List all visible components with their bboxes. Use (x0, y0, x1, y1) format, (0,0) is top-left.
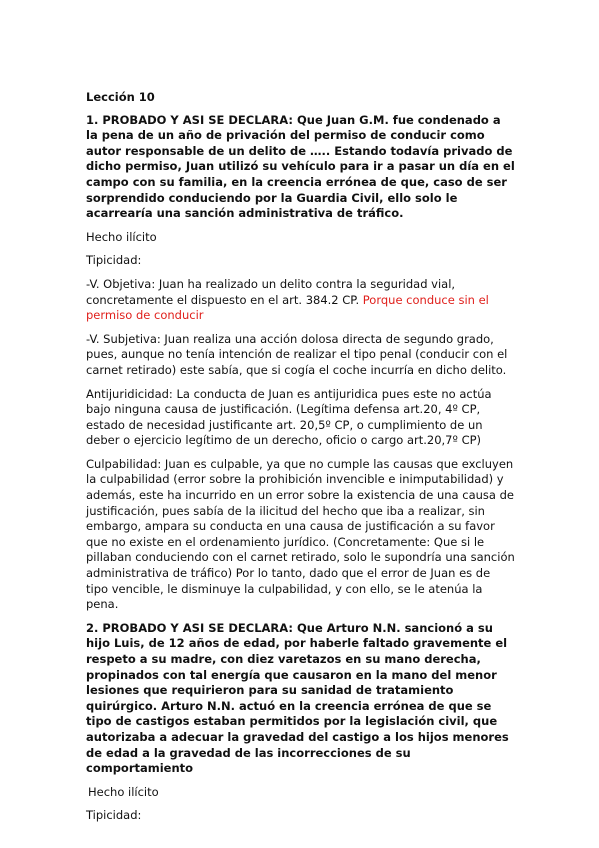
case-1-culpabilidad: Culpabilidad: Juan es culpable, ya que no cumple las causas que excluyen la culpabilidad (error sobre la prohibición invencible e inimputabilidad) y además, este ha incurrido en un error sobre la existencia de una causa de justificación, pues sabía de la ilicitud del hecho que iba a realizar, sin embargo, ampara su conducta en una causa de justificación a su favor que no existe en el ordenamiento jurídico. (Concretamente: Que si le pillaban conduciendo con el carnet retirado, solo le supondría una sanción administrativa de tráfico) Por lo tanto, dado que el error de Juan es de tipo vencible, le disminuye la culpabilidad, y con ello, se le atenúa la pena. (86, 456, 515, 612)
case-1-statement: 1. PROBADO Y ASI SE DECLARA: Que Juan G.M. fue condenado a la pena de un año de privación del permiso de conducir como autor responsable de un delito de ….. Estando todavía privado de dicho permiso, Juan utilizó su vehículo para ir a pasar un día en el campo con su familia, en la creencia errónea de que, caso de ser sorprendido conduciendo por la Guardia Civil, ello solo le acarrearía una sanción administrativa de tráfico. (86, 112, 515, 221)
objetiva-note: Porque conduce sin el permiso de conducir (86, 292, 489, 323)
case-1-objetiva (86, 277, 515, 324)
objetiva-text: -V. Objetiva: Juan ha realizado un delito contra la seguridad vial, concretamente el dispuesto en el art. 384.2 CP. (86, 276, 456, 307)
case-1-tipicidad: Tipicidad: (86, 253, 142, 268)
lesson-title: Lección 10 (86, 90, 155, 104)
case-2-hecho-ilicito: Hecho ilícito (88, 784, 159, 799)
case-2-tipicidad: Tipicidad: (86, 808, 142, 823)
case-1-hecho-ilicito: Hecho ilícito (86, 229, 157, 244)
case-2-statement: 2. PROBADO Y ASI SE DECLARA: Que Arturo N.N. sancionó a su hijo Luis, de 12 años de edad, por haberle faltado gravemente el respeto a su madre, con diez varetazos en su mano derecha, propinados con tal energía que causaron en la mano del menor lesiones que requirieron para su sanidad de tratamiento quirúrgico. Arturo N.N. actuó en la creencia errónea de que se tipo de castigos estaban permitidos por la legislación civil, que autorizaba a adecuar la gravedad del castigo a los hijos menores de edad a la gravedad de las incorrecciones de su comportamiento (86, 620, 509, 776)
case-1-subjetiva: -V. Subjetiva: Juan realiza una acción dolosa directa de segundo grado, pues, aunque no tenía intención de realizar el tipo penal (conducir con el carnet retirado) este sabía, que si cogía el coche incurría en dicho delito. (86, 331, 508, 377)
case-1-antijuridicidad: Antijuridicidad: La conducta de Juan es antijuridica pues este no actúa bajo ninguna causa de justificación. (Legítima defensa art.20, 4º CP, estado de necesidad justificante art. 20,5º CP, o cumplimiento de un deber o ejercicio legítimo de un derecho, oficio o cargo art.20,7º CP) (86, 386, 492, 448)
